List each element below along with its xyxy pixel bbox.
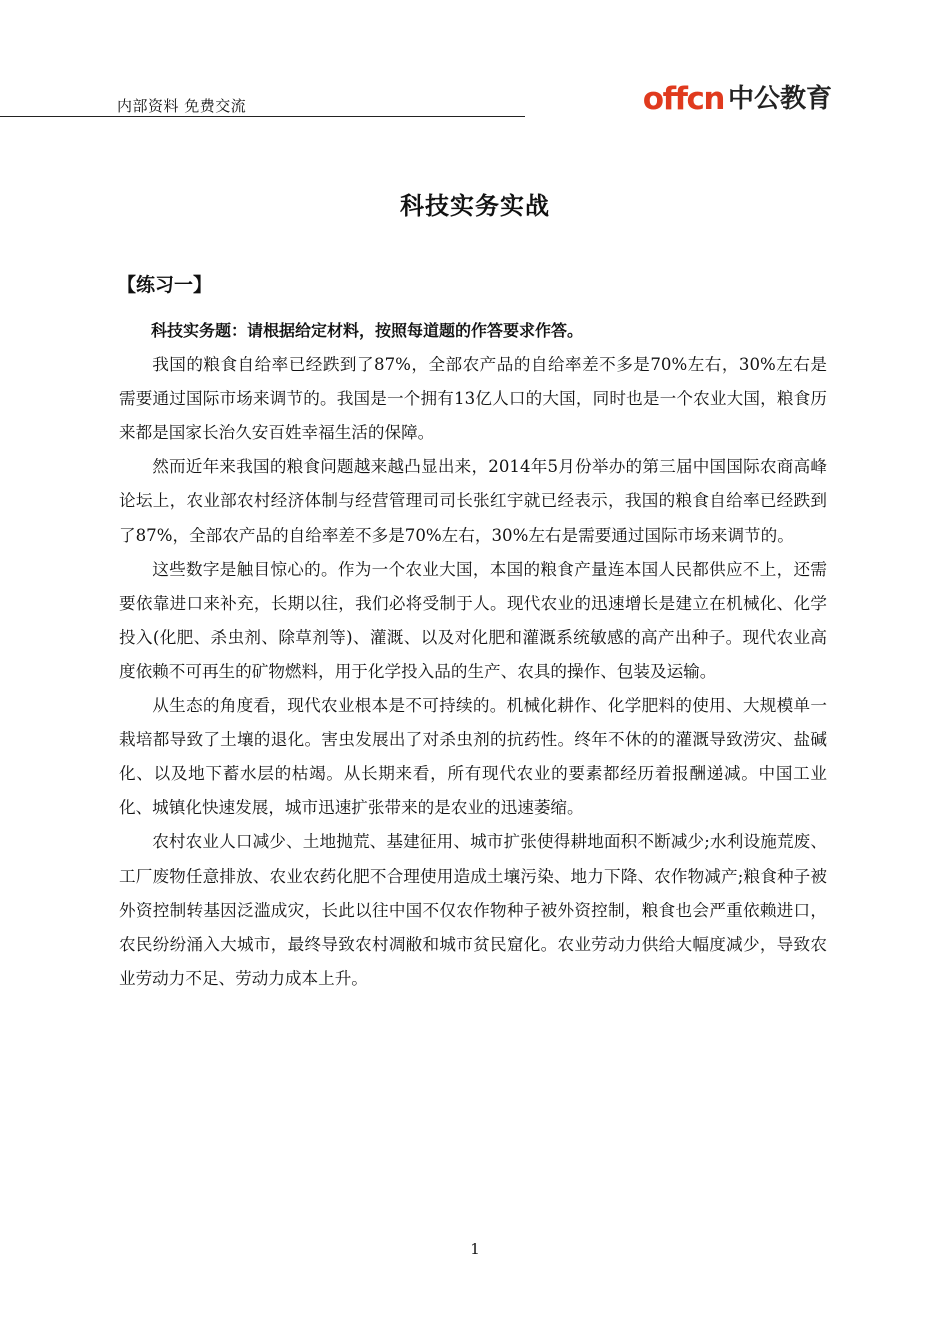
page-header [117,80,832,118]
logo-text-cn: 中公教育 [727,84,832,114]
page-number: 1 [470,1240,480,1258]
paragraph-4: 从生态的角度看，现代农业根本是不可持续的。机械化耕作、化学肥料的使用、大规模单一栽培都导致了土壤的退化。害虫发展出了对杀虫剂的抗药性。终年不休的的灌溉导致涝灾、盐碱化、以及地下蓄水层的枯竭。从长期来看，所有现代农业的要素都经历着报酬递减。中国工业化、城镇化快速发展，城市迅速扩张带来的是农业的迅速萎缩。 [119,696,827,818]
page-title: 科技实务实战 [400,192,550,220]
instruction-text: 科技实务题：请根据给定材料，按照每道题的作答要求作答。 [151,321,584,340]
header-divider [0,116,525,117]
paragraph-1: 我国的粮食自给率已经跌到了87%，全部农产品的自给率差不多是70%左右，30%左右是需要通过国际市场来调节的。我国是一个拥有13亿人口的大国，同时也是一个农业大国，粮食历来都是国家长治久安百姓幸福生活的保障。 [119,355,827,443]
paragraph-2: 然而近年来我国的粮食问题越来越凸显出来，2014年5月份举办的第三届中国国际农商高峰论坛上，农业部农村经济体制与经营管理司司长张红宇就已经表示，我国的粮食自给率已经跌到了87%，全部农产品的自给率差不多是70%左右，30%左右是需要通过国际市场来调节的。 [119,457,827,545]
paragraph-5: 农村农业人口减少、土地抛荒、基建征用、城市扩张使得耕地面积不断减少;水利设施荒废、工厂废物任意排放、农业农药化肥不合理使用造成土壤污染、地力下降、农作物减产;粮食种子被外资控制转基因泛滥成灾，长此以往中国不仅农作物种子被外资控制，粮食也会严重依赖进口，农民纷纷涌入大城市，最终导致农村凋敝和城市贫民窟化。农业劳动力供给大幅度减少，导致农业劳动力不足、劳动力成本上升。 [119,832,827,988]
offcn-logo [643,80,832,118]
header-label: 内部资料 免费交流 [117,97,247,115]
paragraph-3: 这些数字是触目惊心的。作为一个农业大国，本国的粮食产量连本国人民都供应不上，还需要依靠进口来补充，长期以往，我们必将受制于人。现代农业的迅速增长是建立在机械化、化学投入(化肥、杀虫剂、除草剂等)、灌溉、以及对化肥和灌溉系统敏感的高产出种子。现代农业高度依赖不可再生的矿物燃料，用于化学投入品的生产、农具的操作、包装及运输。 [119,559,827,681]
exercise-heading: 【练习一】 [117,274,213,296]
logo-text-en: offcn [642,81,724,117]
document-body [119,314,827,996]
